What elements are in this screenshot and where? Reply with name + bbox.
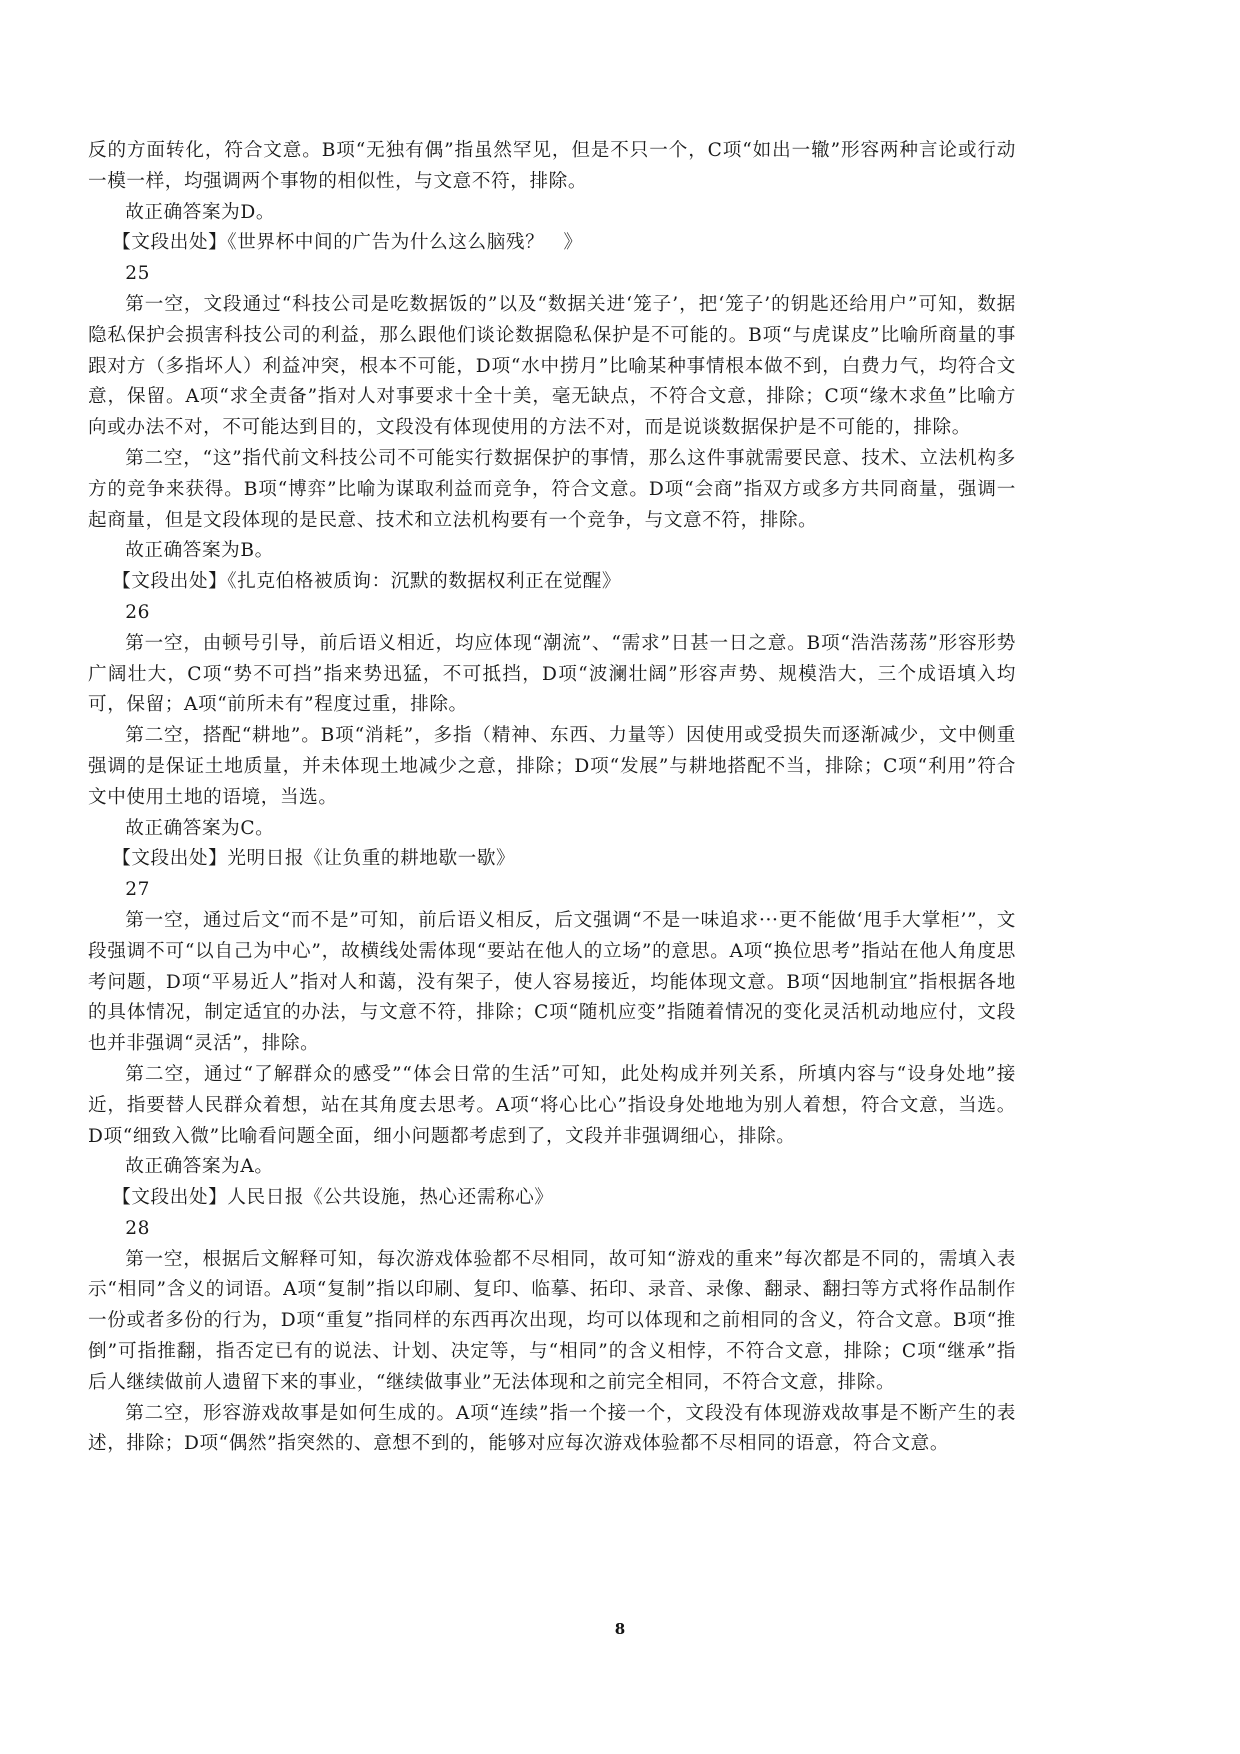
document-page — [88, 136, 1016, 1460]
source-line-26: 【文段出处】光明日报《让负重的耕地歇一歇》 — [112, 848, 516, 870]
paragraph-27-blank-2: 第二空，通过“了解群众的感受”“体会日常的生活”可知，此处构成并列关系，所填内容与“设身处地”接近，指要替人民群众着想，站在其角度去思考。A项“将心比心”指设身处地地为别人着想，符合文意，当选。D项“细致入微”比喻看问题全面，细小问题都考虑到了，文段并非强调细心，排除。 — [88, 1063, 1016, 1147]
question-number-26: 26 — [125, 601, 151, 623]
answer-line-27: 故正确答案为A。 — [125, 1156, 274, 1178]
source-line-25: 【文段出处】《扎克伯格被质询：沉默的数据权利正在觉醒》 — [112, 571, 622, 593]
paragraph-28-blank-2: 第二空，形容游戏故事是如何生成的。A项“连续”指一个接一个，文段没有体现游戏故事是不断产生的表述，排除；D项“偶然”指突然的、意想不到的，能够对应每次游戏体验都不尽相同的语意，符合文意。 — [88, 1402, 1016, 1455]
paragraph-25-blank-2: 第二空，“这”指代前文科技公司不可能实行数据保护的事情，那么这件事就需要民意、技术、立法机构多方的竞争来获得。B项“博弈”比喻为谋取利益而竞争，符合文意。D项“会商”指双方或多方共同商量，强调一起商量，但是文段体现的是民意、技术和立法机构要有一个竞争，与文意不符，排除。 — [88, 447, 1016, 531]
source-line-27: 【文段出处】人民日报《公共设施，热心还需称心》 — [112, 1187, 554, 1209]
question-number-27: 27 — [125, 879, 151, 901]
paragraph-28-blank-1: 第一空，根据后文解释可知，每次游戏体验都不尽相同，故可知“游戏的重来”每次都是不同的，需填入表示“相同”含义的词语。A项“复制”指以印刷、复印、临摹、拓印、录音、录像、翻录、翻扫等方式将作品制作一份或者多份的行为，D项“重复”指同样的东西再次出现，均可以体现和之前相同的含义，符合文意。B项“推倒”可指推翻，指否定已有的说法、计划、决定等，与“相同”的含义相悖，不符合文意，排除；C项“继承”指后人继续做前人遗留下来的事业，“继续做事业”无法体现和之前完全相同，不符合文意，排除。 — [88, 1248, 1016, 1393]
question-number-28: 28 — [125, 1217, 151, 1239]
paragraph-26-blank-2: 第二空，搭配“耕地”。B项“消耗”，多指（精神、东西、力量等）因使用或受损失而逐渐减少，文中侧重强调的是保证土地质量，并未体现土地减少之意，排除；D项“发展”与耕地搭配不当，排除；C项“利用”符合文中使用土地的语境，当选。 — [88, 725, 1016, 808]
paragraph-25-blank-1: 第一空，文段通过“科技公司是吃数据饭的”以及“数据关进‘笼子’，把‘笼子’的钥匙还给用户”可知，数据隐私保护会损害科技公司的利益，那么跟他们谈论数据隐私保护是不可能的。B项“与虎谋皮”比喻所商量的事跟对方（多指坏人）利益冲突，根本不可能，D项“水中捞月”比喻某种事情根本做不到，白费力气，均符合文意，保留。A项“求全责备”指对人对事要求十全十美，毫无缺点，不符合文意，排除；C项“缘木求鱼”比喻方向或办法不对，不可能达到目的，文段没有体现使用的方法不对，而是说谈数据保护是不可能的，排除。 — [88, 293, 1016, 439]
answer-line-25: 故正确答案为B。 — [125, 540, 274, 562]
paragraph-26-blank-1: 第一空，由顿号引导，前后语义相近，均应体现“潮流”、“需求”日甚一日之意。B项“浩浩荡荡”形容形势广阔壮大，C项“势不可挡”指来势迅猛，不可抵挡，D项“波澜壮阔”形容声势、规模浩大，三个成语填入均可，保留；A项“前所未有”程度过重，排除。 — [88, 632, 1016, 716]
answer-line-26: 故正确答案为C。 — [125, 817, 275, 839]
paragraph-continuation: 反的方面转化，符合文意。B项“无独有偶”指虽然罕见，但是不只一个，C项“如出一辙”形容两种言论或行动一模一样，均强调两个事物的相似性，与文意不符，排除。 — [88, 140, 1016, 192]
source-line-24: 【文段出处】《世界杯中间的广告为什么这么脑残？ 》 — [112, 232, 583, 254]
page-number: 8 — [614, 1620, 626, 1638]
paragraph-27-blank-1: 第一空，通过后文“而不是”可知，前后语义相反，后文强调“不是一味追求···更不能做‘甩手大掌柜’”，文段强调不可“以自己为中心”，故横线处需体现“要站在他人的立场”的意思。A项“换位思考”指站在他人角度思考问题，D项“平易近人”指对人和蔼，没有架子，使人容易接近，均能体现文意。B项“因地制宜”指根据各地的具体情况，制定适宜的办法，与文意不符，排除；C项“随机应变”指随着情况的变化灵活机动地应付，文段也并非强调“灵活”，排除。 — [88, 909, 1016, 1055]
answer-line-24: 故正确答案为D。 — [125, 201, 276, 223]
question-number-25: 25 — [125, 263, 151, 285]
